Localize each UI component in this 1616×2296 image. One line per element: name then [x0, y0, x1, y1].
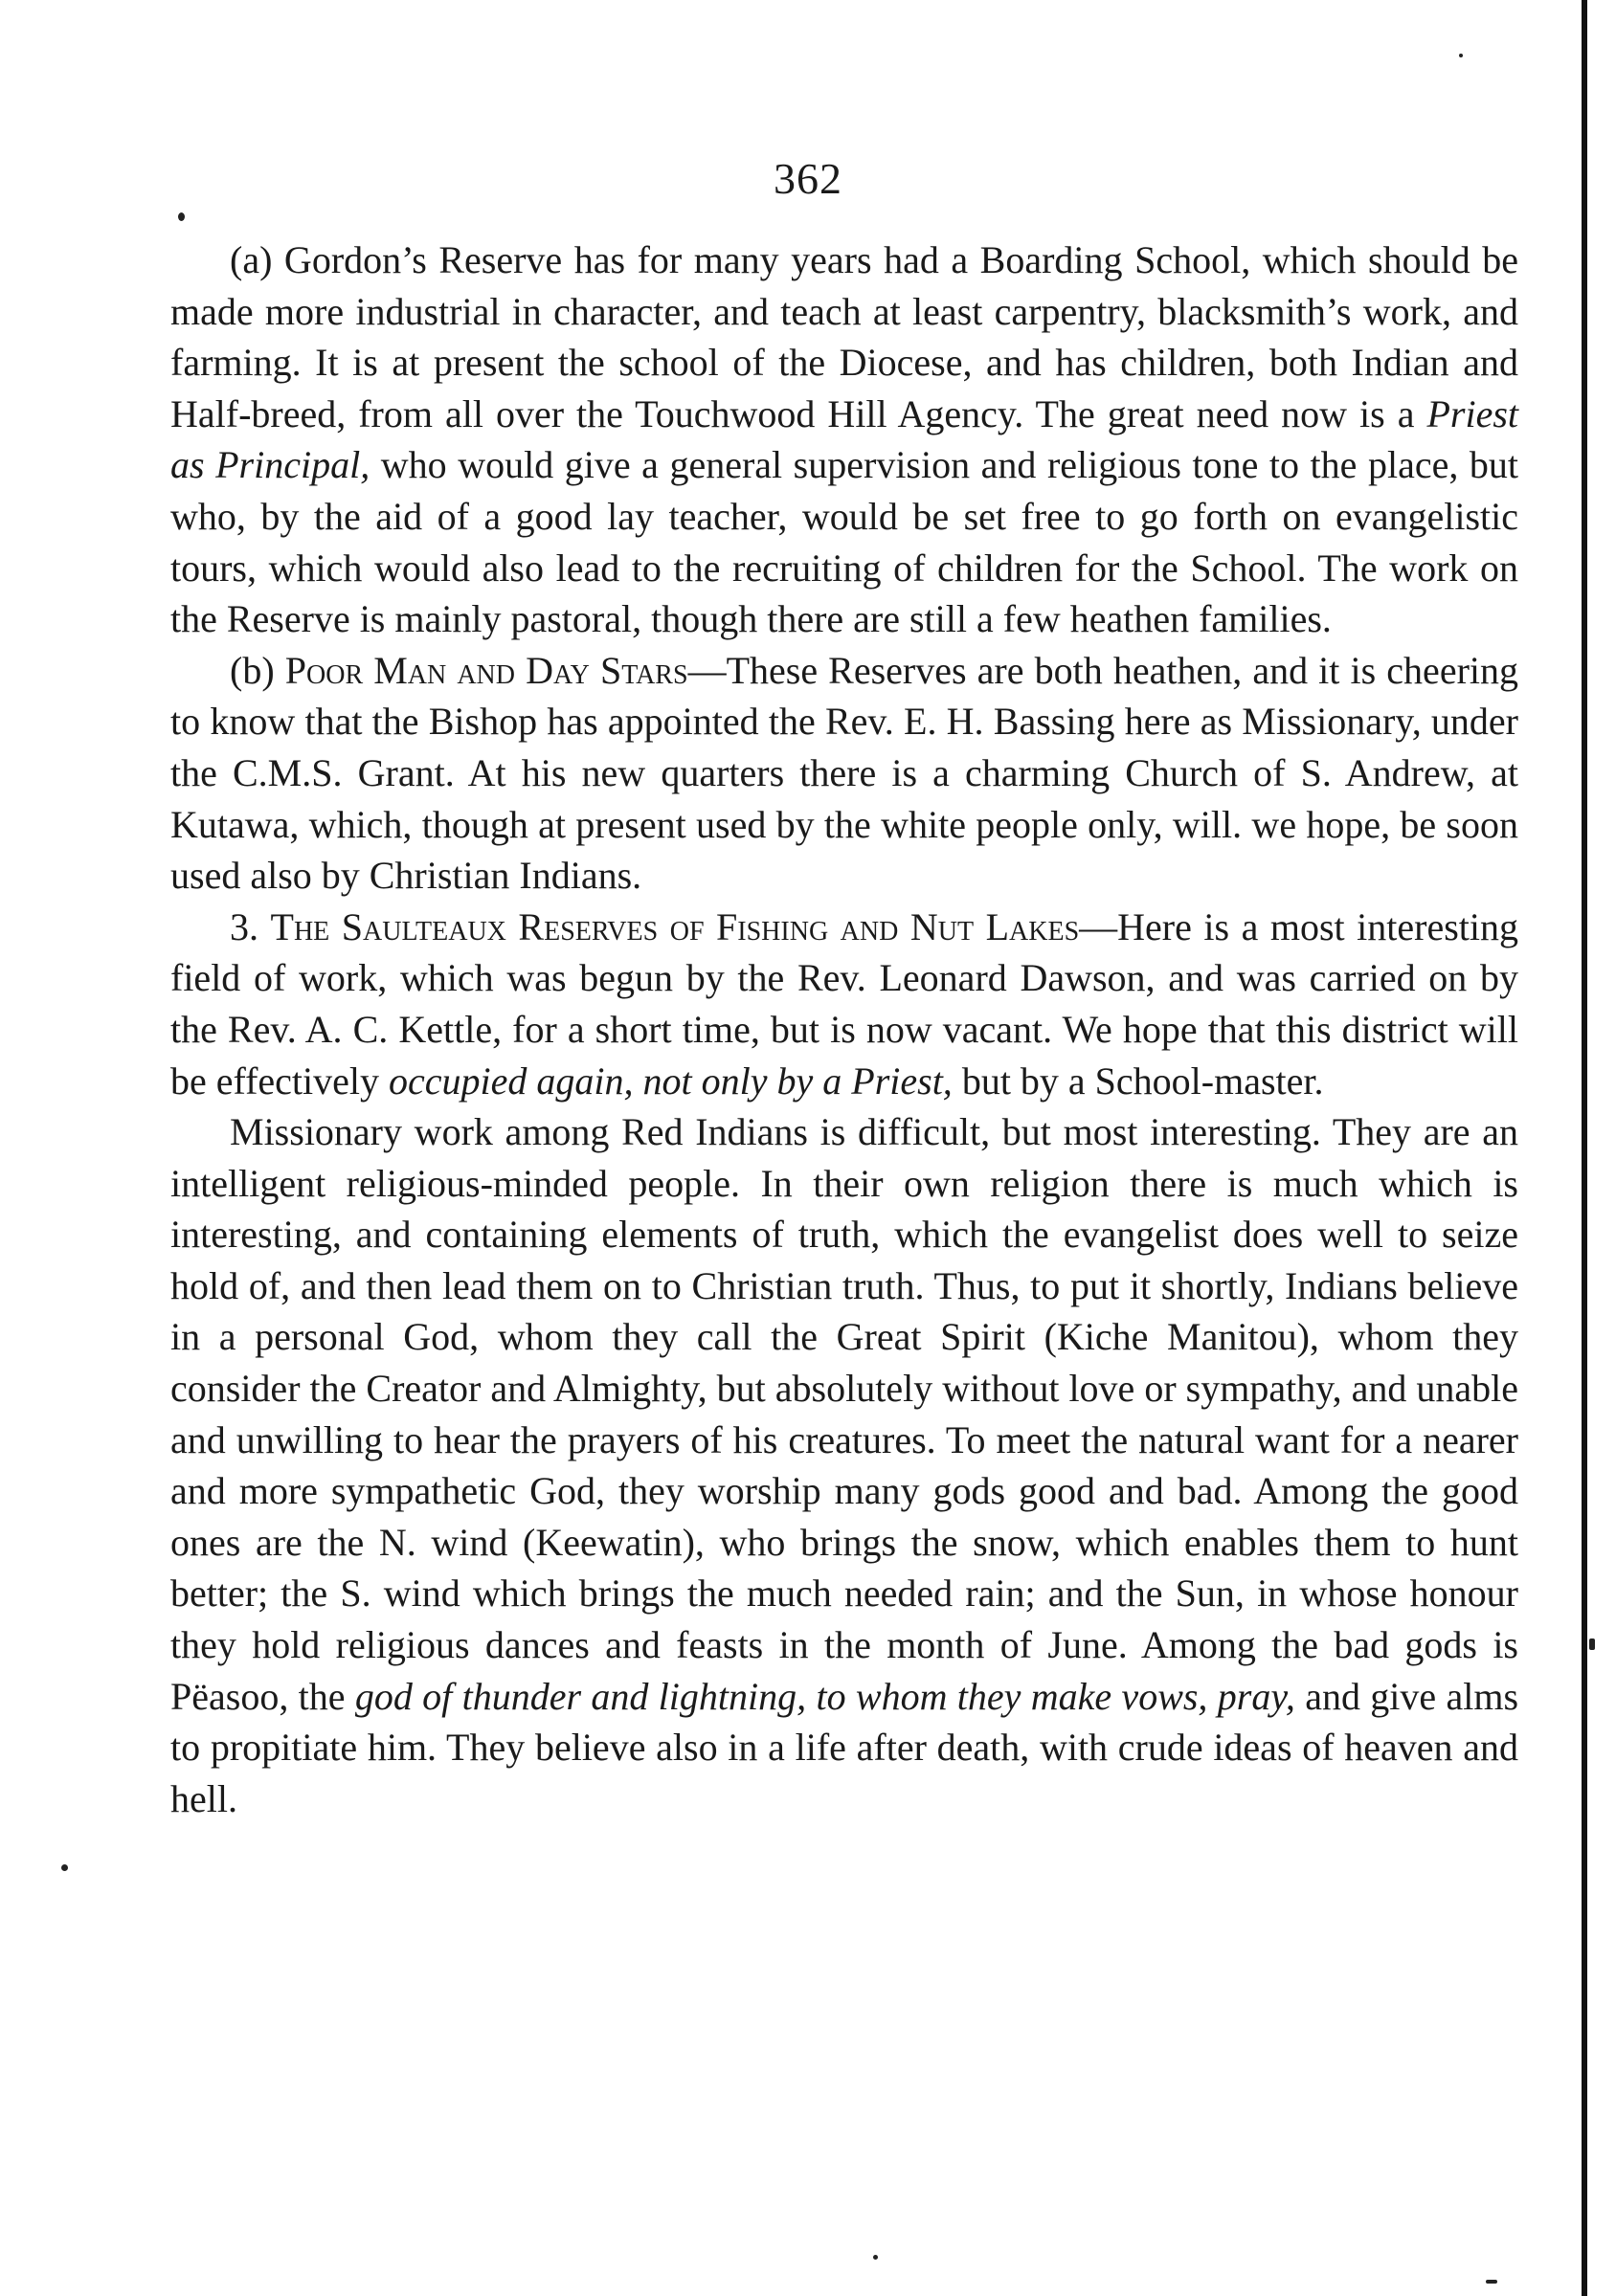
page-edge-rule	[1582, 0, 1587, 2296]
body-text	[170, 234, 1518, 1824]
ink-speck	[873, 2255, 878, 2260]
paragraph-saulteaux-reserves	[170, 902, 1518, 1106]
paragraph-poor-man-day-stars	[170, 645, 1518, 902]
page-number: 362	[774, 154, 842, 203]
text-run: (b)	[230, 648, 285, 692]
paragraph-missionary-work	[170, 1106, 1518, 1824]
text-run: The Saulteaux Reserves of Fishing and Nut Lakes	[270, 904, 1080, 948]
ink-speck	[178, 212, 185, 221]
text-run: and give alms to propitiate him. They believe also in a life after death, with crude ideas of heaven and hell.	[170, 1674, 1519, 1820]
text-run: —Here is a most interesting field of work, which was begun by the Rev. Leonard Dawson, and was carried on by the Rev. A. C. Kettle, for a short time, but is now vacant. We hope that this district will be effectively	[170, 904, 1519, 1103]
text-run: Missionary work among Red Indians is difficult, but most interesting. They are an intelligent religious-minded people. In their own religion there is much which is interesting, and containing elements of truth, which the evangelist does well to seize hold of, and then lead them on to Christian truth. Thus, to put it shortly, Indians believe in a personal God, whom they call the Great Spirit (Kiche Manitou), whom they consider the Creator and Almighty, but absolutely without love or sympathy, and unable and unwilling to hear the prayers of his creatures. To meet the natural want for a nearer and more sympathetic God, they worship many gods good and bad. Among the good ones are the N. wind (Keewatin), who brings the snow, which enables them to hunt better; the S. wind which brings the much needed rain; and the Sun, in whose honour they hold religious dances and feasts in the month of June. Among the bad gods is Pëasoo, the	[170, 1110, 1518, 1718]
text-run: occupied again, not only by a Priest,	[389, 1059, 953, 1103]
ink-speck	[1589, 1638, 1595, 1650]
text-run: god of thunder and lightning, to whom they make vows, pray,	[354, 1674, 1295, 1718]
text-run: Poor Man and Day Stars	[284, 648, 688, 692]
text-run: who would give a general supervision and religious tone to the place, but who, by the aid of a good lay teacher, would be set free to go forth on evangelistic tours, which would also lead to the recruiting of children for the School. The work on the Reserve is mainly pastoral, though there are still a few heathen families.	[170, 443, 1518, 641]
text-run: —These Reserves are both heathen, and it is cheering to know that the Bishop has appointed the Rev. E. H. Bassing here as Missionary, under the C.M.S. Grant. At his new quarters there is a charming Church of S. Andrew, at Kutawa, which, though at present used by the white people only, will. we hope, be soon used also by Christian Indians.	[170, 648, 1519, 898]
paragraph-gordons-reserve	[170, 234, 1518, 645]
text-run: Priest as Principal,	[170, 391, 1518, 487]
ink-speck	[61, 1864, 68, 1871]
text-run: (a) Gordon’s Reserve has for many years had a Boarding School, which should be made more industrial in character, and teach at least carpentry, blacksmith’s work, and farming. It is at present the school of the Diocese, and has children, both Indian and Half-breed, from all over the Touchwood Hill Agency. The great need now is a	[170, 238, 1518, 435]
text-run: but by a School-master.	[952, 1059, 1324, 1103]
ink-speck	[1486, 2280, 1497, 2284]
text-run: 3.	[230, 904, 271, 948]
ink-speck	[1459, 54, 1463, 57]
